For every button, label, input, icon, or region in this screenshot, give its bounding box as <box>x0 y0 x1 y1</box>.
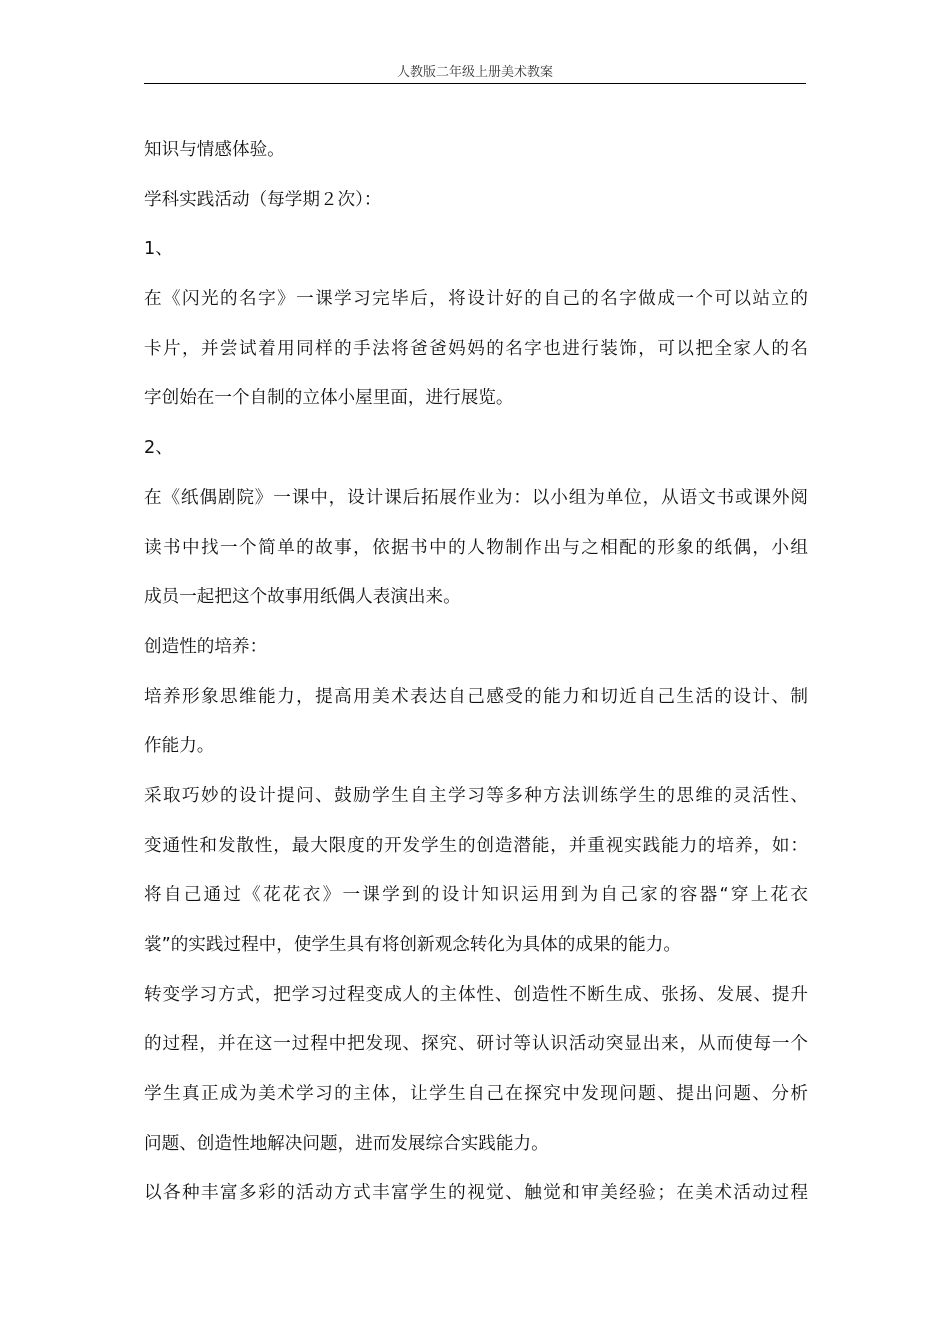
text-line: 以各种丰富多彩的活动方式丰富学生的视觉、触觉和审美经验；在美术活动过程 <box>144 1183 808 1204</box>
text-line: 采取巧妙的设计提问、鼓励学生自主学习等多种方法训练学生的思维的灵活性、 <box>144 785 808 806</box>
text-line: 在《纸偶剧院》一课中，设计课后拓展作业为：以小组为单位，从语文书或课外阅 <box>144 487 808 508</box>
text-line: 成员一起把这个故事用纸偶人表演出来。 <box>144 587 461 608</box>
text-line: 变通性和发散性，最大限度的开发学生的创造潜能，并重视实践能力的培养，如： <box>144 835 808 856</box>
text-line: 问题、创造性地解决问题，进而发展综合实践能力。 <box>144 1133 549 1154</box>
text-line: 将自己通过《花花衣》一课学到的设计知识运用到为自己家的容器“穿上花衣 <box>144 885 808 906</box>
text-line: 卡片，并尝试着用同样的手法将爸爸妈妈的名字也进行装饰，可以把全家人的名 <box>144 338 808 359</box>
text-line: 裳”的实践过程中，使学生具有将创新观念转化为具体的成果的能力。 <box>144 935 681 955</box>
document-body <box>144 126 808 1219</box>
text-line: 学生真正成为美术学习的主体，让学生自己在探究中发现问题、提出问题、分析 <box>144 1084 808 1105</box>
text-line: 读书中找一个简单的故事，依据书中的人物制作出与之相配的形象的纸偶，小组 <box>144 537 808 558</box>
text-line: 培养形象思维能力，提高用美术表达自己感受的能力和切近自己生活的设计、制 <box>144 686 808 707</box>
list-number: 1、 <box>144 239 173 260</box>
list-number: 2、 <box>144 438 173 459</box>
text-line: 知识与情感体验。 <box>144 140 285 160</box>
text-line: 在《闪光的名字》一课学习完毕后，将设计好的自己的名字做成一个可以站立的 <box>144 289 808 310</box>
text-line: 作能力。 <box>144 736 215 757</box>
page-header: 人教版二年级上册美术教案 <box>396 65 553 80</box>
text-line: 字创始在一个自制的立体小屋里面，进行展览。 <box>144 388 514 409</box>
text-line: 的过程，并在这一过程中把发现、探究、研讨等认识活动突显出来，从而使每一个 <box>144 1034 808 1055</box>
header-divider <box>144 83 806 84</box>
text-line: 转变学习方式，把学习过程变成人的主体性、创造性不断生成、张扬、发展、提升 <box>144 984 808 1005</box>
text-line: 学科实践活动（每学期２次）： <box>144 189 382 210</box>
section-heading: 创造性的培养： <box>144 636 268 657</box>
